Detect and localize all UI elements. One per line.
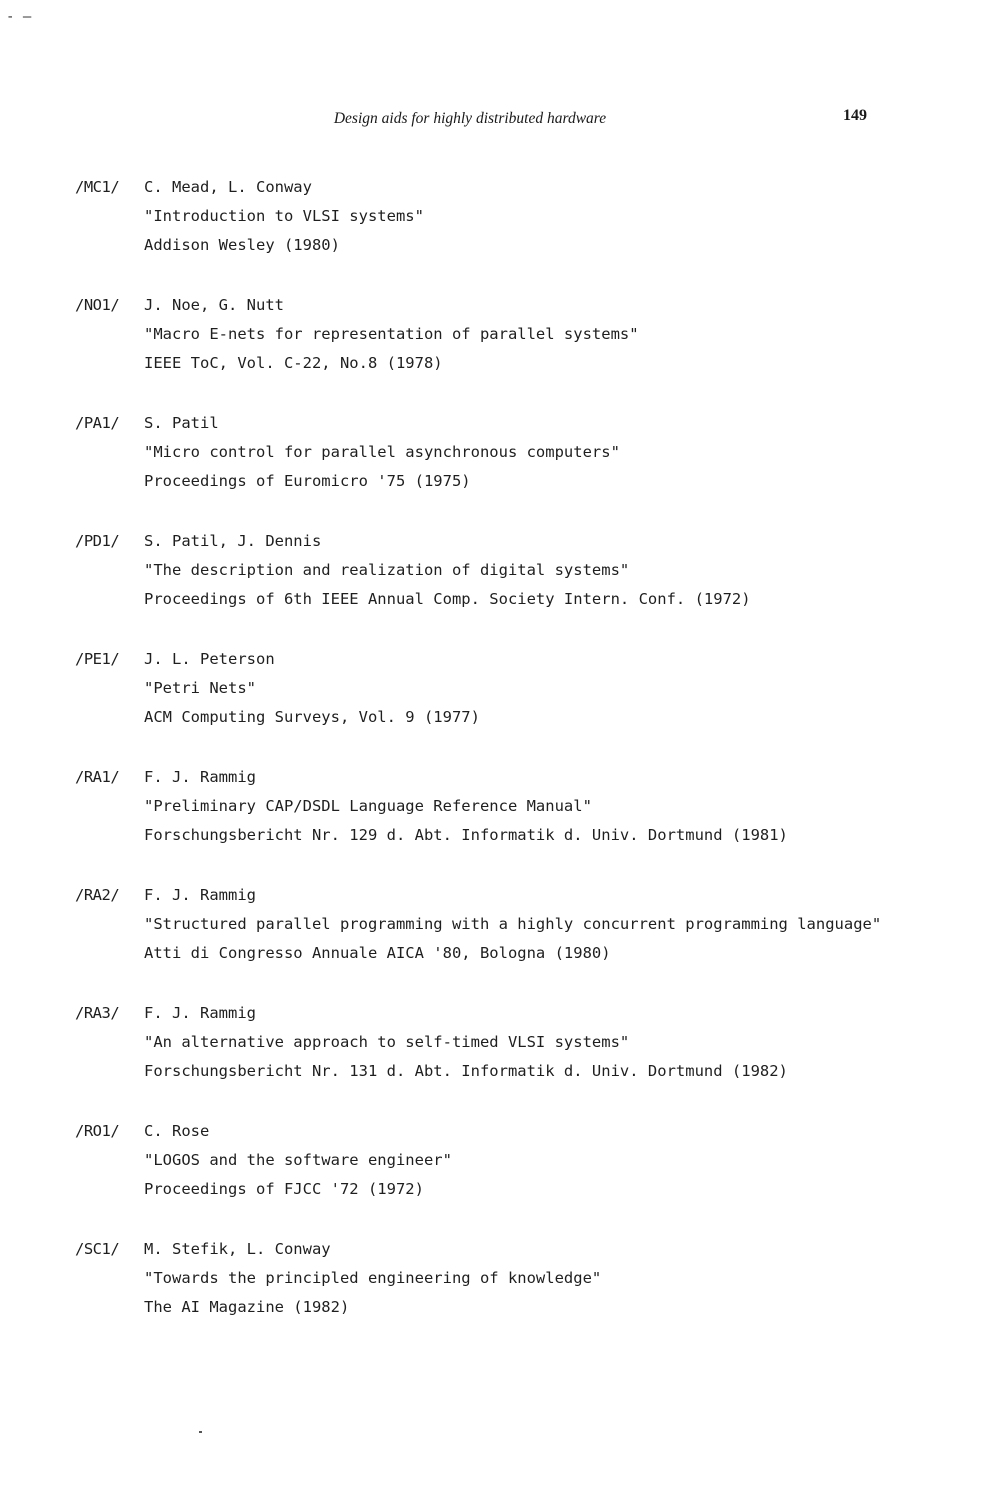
reference-source: Forschungsbericht Nr. 131 d. Abt. Informatik d. Univ. Dortmund (1982)	[144, 1062, 788, 1080]
reference-title: "Petri Nets"	[144, 679, 256, 697]
reference-source: Addison Wesley (1980)	[144, 236, 340, 254]
reference-source: Atti di Congresso Annuale AICA '80, Bologna (1980)	[144, 944, 611, 962]
reference-source: Proceedings of Euromicro '75 (1975)	[144, 472, 471, 490]
reference-source: IEEE ToC, Vol. C-22, No.8 (1978)	[144, 354, 443, 372]
reference-title: "An alternative approach to self-timed VLSI systems"	[144, 1033, 630, 1051]
page-number: 149	[843, 107, 867, 124]
reference-key: /SC1/	[75, 1240, 120, 1258]
reference-authors: J. Noe, G. Nutt	[144, 296, 284, 314]
reference-source: Proceedings of FJCC '72 (1972)	[144, 1180, 424, 1198]
reference-key: /RA1/	[75, 768, 120, 786]
reference-body	[144, 409, 620, 496]
reference-source: ACM Computing Surveys, Vol. 9 (1977)	[144, 708, 480, 726]
reference-body	[144, 999, 788, 1086]
reference-body	[144, 173, 424, 260]
reference-key: /PE1/	[75, 650, 120, 668]
reference-authors: M. Stefik, L. Conway	[144, 1240, 331, 1258]
running-title: Design aids for highly distributed hardware	[333, 110, 607, 127]
reference-source: Forschungsbericht Nr. 129 d. Abt. Informatik d. Univ. Dortmund (1981)	[144, 826, 788, 844]
reference-entry	[0, 173, 1000, 291]
reference-authors: F. J. Rammig	[144, 886, 256, 904]
reference-title: "The description and realization of digital systems"	[144, 561, 630, 579]
reference-authors: J. L. Peterson	[144, 650, 275, 668]
reference-entry	[0, 527, 1000, 645]
reference-entry	[0, 881, 1000, 999]
reference-entry	[0, 409, 1000, 527]
corner-mark: - —	[6, 9, 32, 25]
reference-title: "Structured parallel programming with a highly concurrent programming language"	[144, 915, 882, 933]
reference-title: "Micro control for parallel asynchronous computers"	[144, 443, 620, 461]
reference-title: "Macro E-nets for representation of parallel systems"	[144, 325, 639, 343]
reference-source: The AI Magazine (1982)	[144, 1298, 350, 1316]
reference-body	[144, 1117, 452, 1204]
reference-authors: S. Patil, J. Dennis	[144, 532, 322, 550]
reference-title: "Towards the principled engineering of knowledge"	[144, 1269, 602, 1287]
reference-authors: S. Patil	[144, 414, 219, 432]
reference-body	[144, 763, 788, 850]
reference-key: /RA3/	[75, 1004, 120, 1022]
reference-list	[0, 173, 1000, 1353]
reference-authors: F. J. Rammig	[144, 768, 256, 786]
reference-key: /PA1/	[75, 414, 120, 432]
scan-speck	[199, 1431, 202, 1433]
reference-authors: C. Mead, L. Conway	[144, 178, 312, 196]
reference-body	[144, 527, 751, 614]
reference-authors: F. J. Rammig	[144, 1004, 256, 1022]
reference-entry	[0, 291, 1000, 409]
reference-key: /PD1/	[75, 532, 120, 550]
reference-title: "LOGOS and the software engineer"	[144, 1151, 452, 1169]
reference-authors: C. Rose	[144, 1122, 210, 1140]
reference-key: /NO1/	[75, 296, 120, 314]
reference-key: /MC1/	[75, 178, 120, 196]
reference-entry	[0, 999, 1000, 1117]
reference-entry	[0, 1235, 1000, 1353]
reference-body	[144, 291, 639, 378]
reference-body	[144, 645, 480, 732]
reference-entry	[0, 645, 1000, 763]
reference-key: /RA2/	[75, 886, 120, 904]
reference-source: Proceedings of 6th IEEE Annual Comp. Society Intern. Conf. (1972)	[144, 590, 751, 608]
reference-body	[144, 1235, 601, 1322]
reference-key: /RO1/	[75, 1122, 120, 1140]
reference-title: "Preliminary CAP/DSDL Language Reference Manual"	[144, 797, 592, 815]
reference-body	[144, 881, 881, 968]
reference-entry	[0, 1117, 1000, 1235]
reference-entry	[0, 763, 1000, 881]
reference-title: "Introduction to VLSI systems"	[144, 207, 424, 225]
